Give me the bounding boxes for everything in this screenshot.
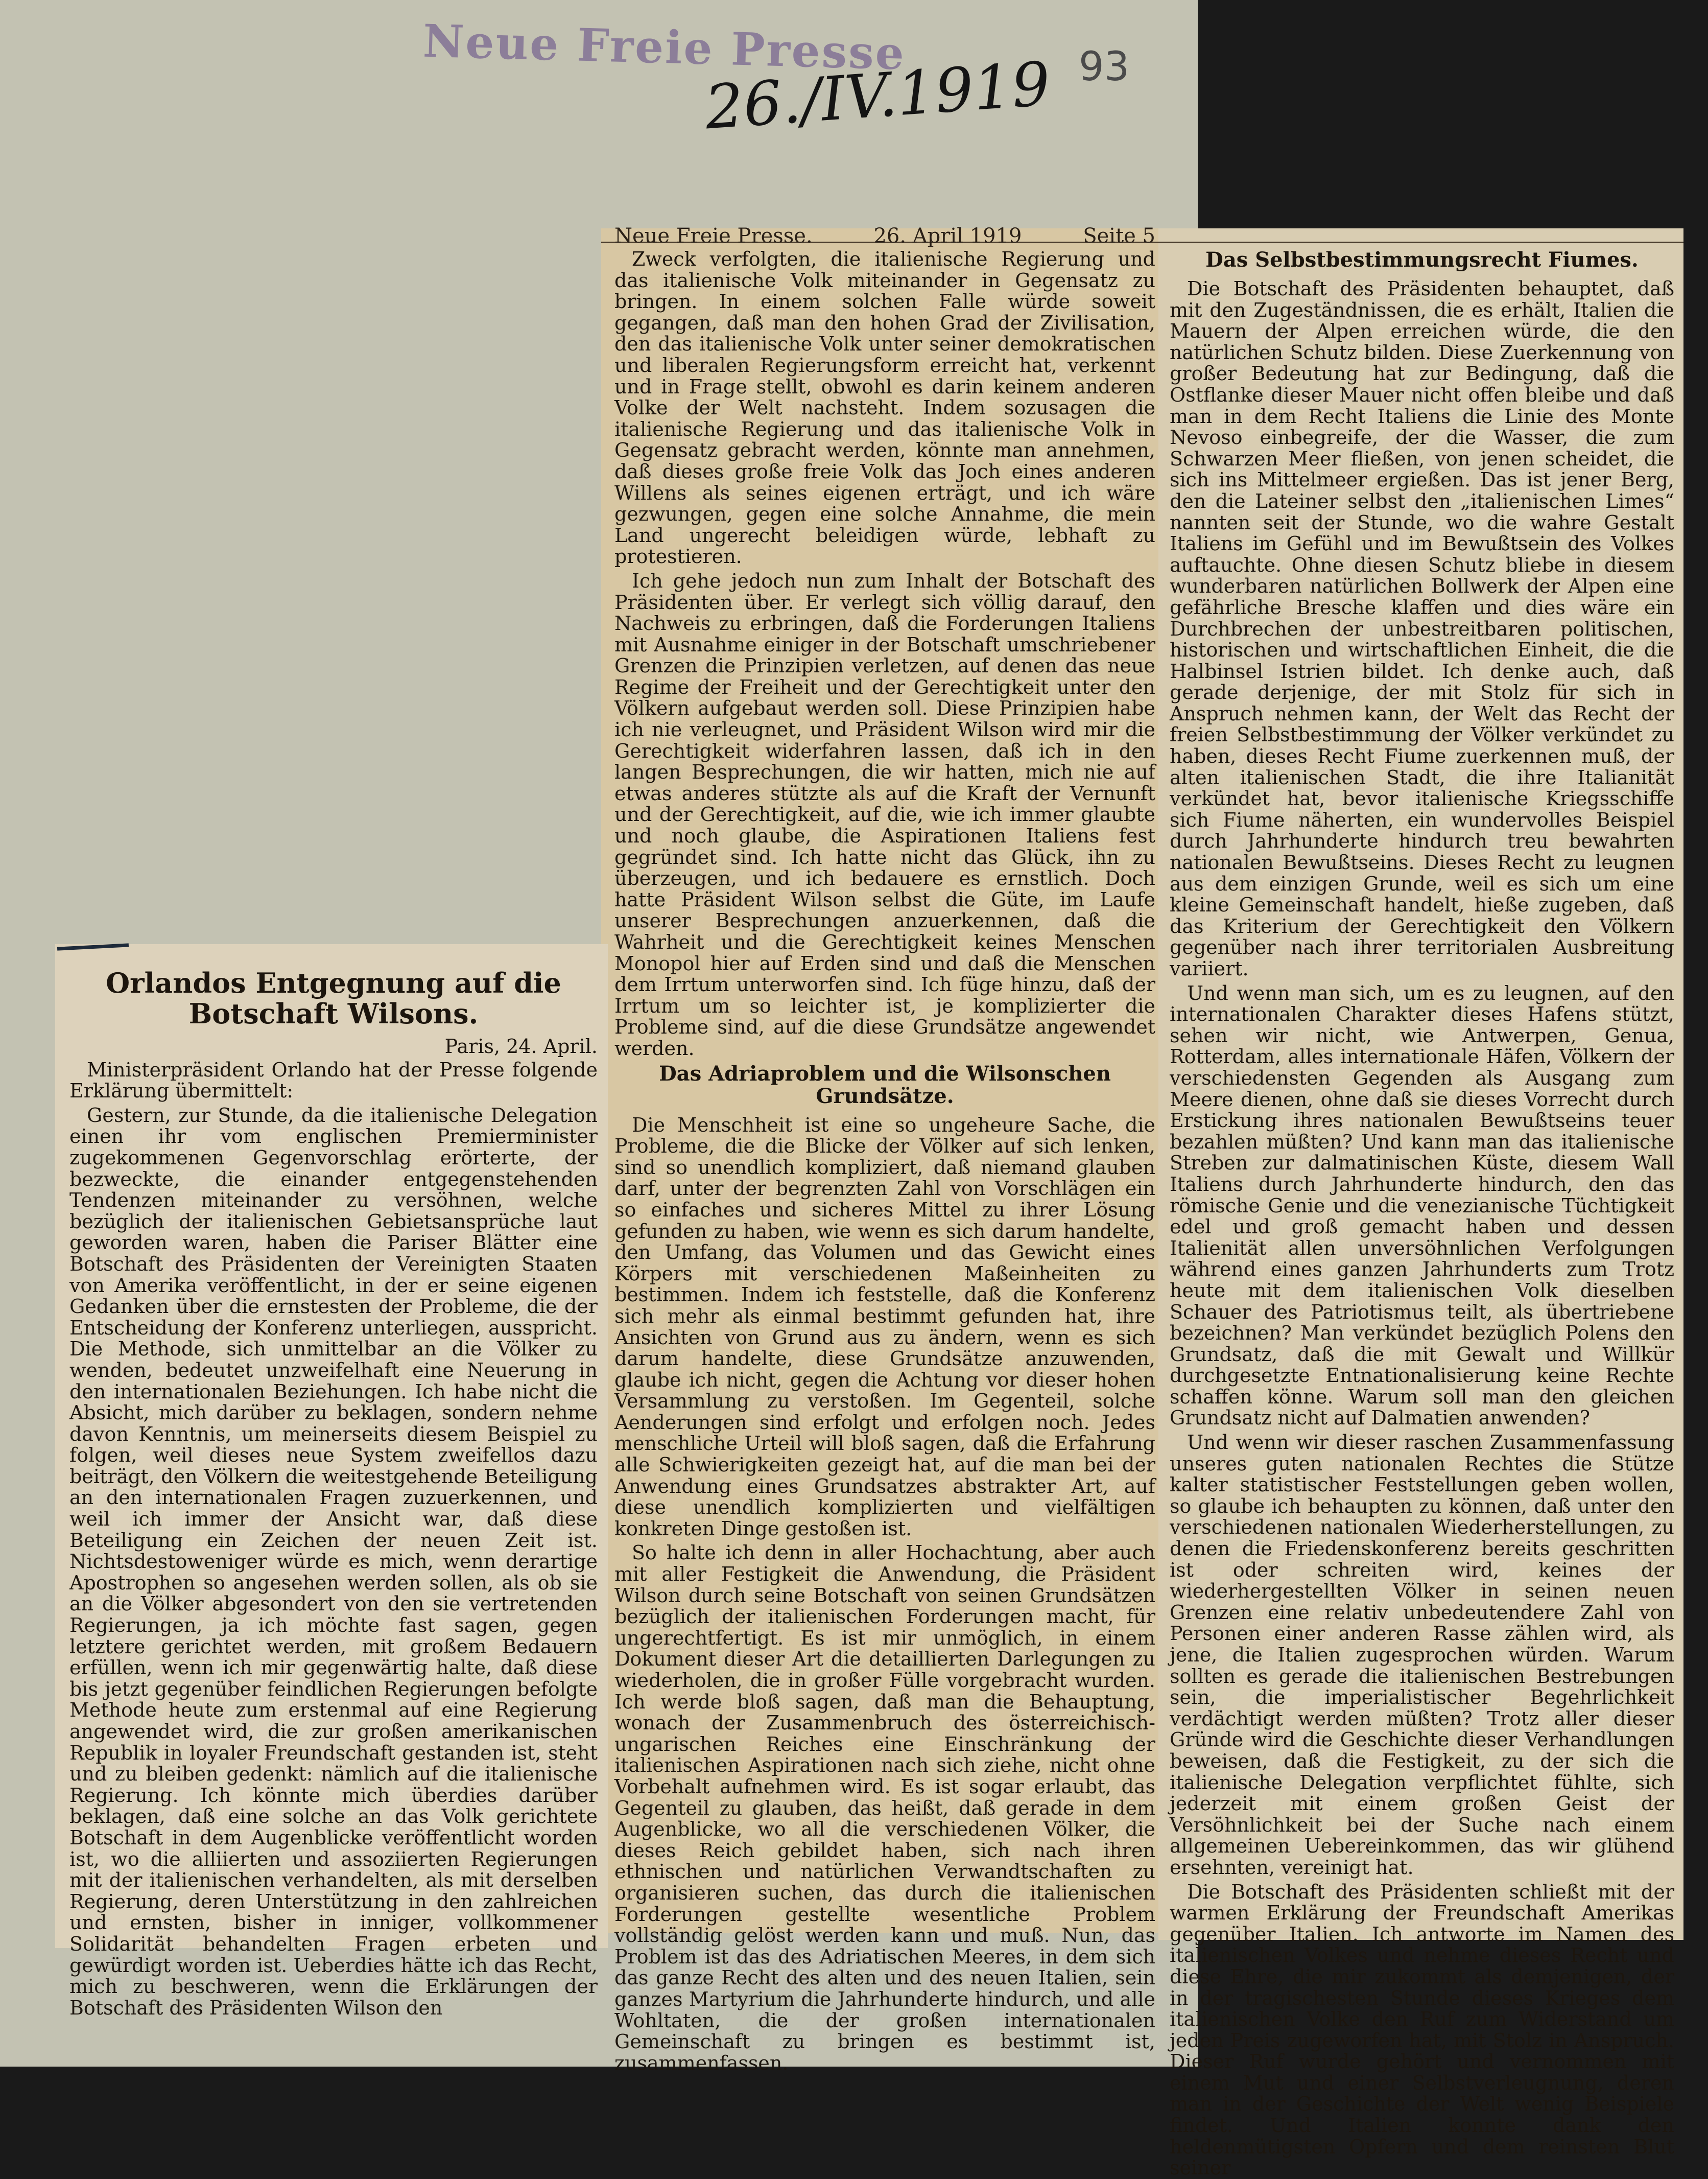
dateline: Paris, 24. April.	[444, 1035, 598, 1058]
handwritten-number: 93	[1079, 44, 1130, 90]
right-paragraph: Und wenn man sich, um es zu leugnen, auf den internationalen Charakter dieses Hafens stützt, sehen wir nicht, wie Antwerpen, Genua, Rotterdam, alles internationale Häfen, Völkern der verschiedensten Gegenden als Ausgang zum Meere dienen, ohne daß sie dieses Vorrecht durch Erstickung ihres nationalen Bewußtseins teuer bezahlen müßten? Und kann man das italienische Streben zur dalmatinischen Küste, diesem Wall Italiens durch Jahrhunderte hindurch, den das römische Genie und die venezianische Tüchtigkeit edel und groß gemacht haben und dessen Italienität allen unversöhnlichen Verfolgungen während eines ganzen Jahrhunderts zum Trotz heute mit dem italienischen Volk dieselben Schauer des Patriotismus teilt, als übertriebene bezeichnen? Man verkündet bezüglich Polens den Grundsatz, daß die mit Gewalt und Willkür durchgesetzte Entnationalisierung keine Rechte schaffen könne. Warum soll man den gleichen Grundsatz nicht auf Dalmatien anwenden?	[1170, 981, 1674, 1430]
middle-paragraph: Ich gehe jedoch nun zum Inhalt der Botschaft des Präsidenten über. Er verlegt sich völlig darauf, den Nachweis zu erbringen, daß die Forderungen Italiens mit Ausnahme einiger in der Botschaft umschriebener Grenzen die Prinzipien verletzen, auf denen das neue Regime der Freiheit und der Gerechtigkeit unter den Völkern aufgebaut werden soll. Diese Prinzipien habe ich nie verleugnet, und Präsident Wilson wird mir die Gerechtigkeit widerfahren lassen, daß ich in den langen Besprechungen, die wir hatten, mich nie auf etwas anderes stützte als auf die Kraft der Vernunft und der Gerechtigkeit, auf die, wie ich immer glaubte und noch glaube, die Aspirationen Italiens fest gegründet sind. Ich hatte nicht das Glück, ihn zu überzeugen, und ich bedauere es ernstlich. Doch hatte Präsident Wilson selbst die Güte, im Laufe unserer Besprechungen anzuerkennen, daß die Wahrheit und die Gerechtigkeit keines Menschen Monopol hier auf Erden sind und daß die Menschen dem Irrtum unterworfen sind. Ich füge hinzu, daß der Irrtum um so leichter ist, je komplizierter die Probleme sind, auf die diese Grundsätze angewendet werden.	[614, 569, 1155, 1060]
left-paragraph: Ministerpräsident Orlando hat der Presse folgende Erklärung übermittelt:	[69, 1058, 598, 1103]
right-clipping	[1158, 228, 1683, 2179]
middle-paragraph: So halte ich denn in aller Hochachtung, aber auch mit aller Festigkeit die Anwendung, die Präsident Wilson durch seine Botschaft von seinen Grundsätzen bezüglich der italienischen Forderungen macht, für ungerechtfertigt. Es ist mir unmöglich, in einem Dokument dieser Art die detaillierten Darlegungen zu wiederholen, die in großer Fülle vorgebracht wurden. Ich werde bloß sagen, daß man die Behauptung, wonach der Zusammenbruch des österreichisch-ungarischen Reiches eine Einschränkung der italienischen Aspirationen nach sich ziehe, nicht ohne Vorbehalt aufnehmen wird. Es ist sogar erlaubt, das Gegenteil zu glauben, das heißt, daß gerade in dem Augenblicke, wo all die verschiedenen Völker, die dieses Reich gebildet haben, sich nach ihren ethnischen und natürlichen Verwandtschaften zu organisieren suchen, das durch die italienischen Forderungen gestellte wesentliche Problem vollständig gelöst werden kann und muß. Nun, das Problem ist das des Adriatischen Meeres, in dem sich das ganze Recht des alten und des neuen Italien, sein ganzes Martyrium die Jahrhunderte hindurch, und alle Wohltaten, die der großen internationalen Gemeinschaft zu bringen es bestimmt ist, zusammenfassen.	[614, 1541, 1155, 2074]
banner-date: 26. April 1919	[873, 224, 1022, 248]
left-paragraph: Gestern, zur Stunde, da die italienische Delegation einen ihr vom englischen Premierminister zugekommenen Gegenvorschlag erörterte, der bezweckte, die einander entgegenstehenden Tendenzen miteinander zu versöhnen, welche bezüglich der italienischen Gebietsansprüche laut geworden waren, haben die Pariser Blätter eine Botschaft des Präsidenten der Vereinigten Staaten von Amerika veröffentlicht, in der er seine eigenen Gedanken über die ernstesten der Probleme, die der Entscheidung der Konferenz unterliegen, ausspricht. Die Methode, sich unmittelbar an die Völker zu wenden, bedeutet unzweifelhaft eine Neuerung in den internationalen Beziehungen. Ich habe nicht die Absicht, mich darüber zu beklagen, sondern nehme davon Kenntnis, um meinerseits diesem Beispiel zu folgen, weil dieses neue System zweifellos dazu beiträgt, den Völkern die weitestgehende Beteiligung an den internationalen Fragen zuzuerkennen, und weil ich immer der Ansicht war, daß diese Beteiligung ein Zeichen der neuen Zeit ist. Nichtsdestoweniger würde es mich, wenn derartige Apostrophen so angesehen werden sollen, als ob sie an die Völker abgesondert von den sie vertretenden Regierungen, ja ich möchte fast sagen, gegen letztere gerichtet werden, mit großem Bedauern erfüllen, wenn ich mir gegenwärtig halte, daß diese bis jetzt gegenüber feindlichen Regierungen befolgte Methode heute zum erstenmal auf eine Regierung angewendet wird, die zur großen amerikanischen Republik in loyaler Freundschaft gestanden ist, steht und zu bleiben gedenkt: nämlich auf die italienische Regierung. Ich könnte mich überdies darüber beklagen, daß eine solche an das Volk gerichtete Botschaft in dem Augenblicke veröffentlicht worden ist, wo die alliierten und assoziierten Regierungen mit der italienischen verhandelten, als mit derselben Regierung, deren Unterstützung in den zahlreichen und ernsten, bisher in inniger, vollkommener Solidarität behandelten Fragen erbeten und gewürdigt worden ist. Ueberdies hätte ich das Recht, mich zu beschweren, wenn die Erklärungen der Botschaft des Präsidenten Wilson den	[69, 1104, 598, 2019]
article-title: Orlandos Entgegnung auf die Botschaft Wilsons.	[106, 967, 561, 1030]
handwritten-date: 26./IV.1919	[703, 48, 1053, 143]
middle-clipping	[601, 224, 1165, 2074]
banner-paper: Neue Freie Presse.	[614, 224, 813, 248]
middle-paragraph: Die Menschheit ist eine so ungeheure Sache, die Probleme, die die Blicke der Völker auf sich lenken, sind so unendlich kompliziert, daß niemand glauben darf, unter der begrenzten Zahl von Vorschlägen ein so einfaches und sicheres Mittel zu ihrer Lösung gefunden zu haben, wie wenn es sich darum handelte, den Umfang, das Volumen und das Gewicht eines Körpers mit verschiedenen Maßeinheiten zu bestimmen. Indem ich feststelle, daß die Konferenz sich mehr als einmal bestimmt gefunden hat, ihre Ansichten von Grund aus zu ändern, wenn es sich darum handelte, diese Grundsätze anzuwenden, glaube ich nicht, gegen die Achtung vor dieser hohen Versammlung zu verstoßen. Im Gegenteil, solche Aenderungen sind erfolgt und erfolgen noch. Jedes menschliche Urteil will bloß sagen, daß die Erfahrung alle Schwierigkeiten gezeigt hat, auf die man bei der Anwendung eines Grundsatzes abstrakter Art, auf diese unendlich komplizierten und vielfältigen konkreten Dinge gestoßen ist.	[614, 1113, 1155, 1540]
left-clipping	[55, 944, 608, 2019]
right-paragraph: Die Botschaft des Präsidenten schließt mit der warmen Erklärung der Freundschaft Amerikas gegenüber Italien. Ich antworte im Namen des italienischen Volkes und nehme dieses Recht und diese Ehre, die mir zukommt als demjenigen, der in der tragischesten Stunde dieses Krieges dem italienischen Volke den Ruf zum Widerstand um jeden Preis zugeworfen hat, mit Stolz in Anspruch. Dieser Ruf wurde gehört und vernommen mit einem Mut und einer Selbstverleugnung, deren man in der Geschichte der Welt wenig Beispiele findet. Und Italien konnte dank den heldenmütigsten Opfern und dem reinsten Blut seiner	[1170, 1880, 1674, 2179]
banner-continuation	[1158, 228, 1683, 243]
right-heading: Das Selbstbestimmungsrecht Fiumes.	[1205, 248, 1639, 272]
middle-subheading: Das Adriaproblem und die Wilsonschen Grundsätze.	[659, 1061, 1111, 1108]
right-paragraph: Und wenn wir dieser raschen Zusammenfassung unseres guten nationalen Rechtes die Stütze kalter statistischer Feststellungen geben wollen, so glaube ich behaupten zu können, daß unter den verschiedenen nationalen Wiederherstellungen, zu denen die Friedenskonferenz bereits geschritten ist oder schreiten wird, keines der wiederhergestellten Völker in seinen neuen Grenzen eine relativ unbedeutendere Zahl von Personen einer anderen Rasse zählen wird, als jene, die Italien zugesprochen würden. Warum sollten es gerade die italienischen Bestrebungen sein, die imperialistischer Begehrlichkeit verdächtigt werden müßten? Trotz aller dieser Gründe wird die Geschichte dieser Verhandlungen beweisen, daß die Festigkeit, zu der sich die italienische Delegation verpflichtet fühlte, sich jederzeit mit einem großen Geist der Versöhnlichkeit bei der Suche nach einem allgemeinen Uebereinkommen, das wir glühend ersehnten, vereinigt hat.	[1170, 1431, 1674, 1879]
banner-page: Seite 5	[1083, 224, 1155, 248]
right-paragraph: Die Botschaft des Präsidenten behauptet, daß mit den Zugeständnissen, die es erhält, Italien die Mauern der Alpen erreichen würde, die den natürlichen Schutz bilden. Diese Zuerkennung von großer Bedeutung hat zur Bedingung, daß die Ostflanke dieser Mauer nicht offen bleibe und daß man in dem Recht Italiens die Linie des Monte Nevoso einbegreife, der die Wasser, die zum Schwarzen Meer fließen, von jenen scheidet, die sich ins Mittelmeer ergießen. Das ist jener Berg, den die Lateiner selbst den „italienischen Limes“ nannten seit der Stunde, wo die wahre Gestalt Italiens im Gefühl und im Bewußtsein des Volkes auftauchte. Ohne diesen Schutz bliebe in diesem wunderbaren natürlichen Bollwerk der Alpen eine gefährliche Bresche klaffen und dies wäre ein Durchbrechen der unbestreitbaren politischen, historischen und wirtschaftlichen Einheit, die die Halbinsel Istrien bildet. Ich denke auch, daß gerade derjenige, der mit Stolz für sich in Anspruch nehmen kann, der Welt das Recht der freien Selbstbestimmung der Völker verkündet zu haben, dieses Recht Fiume zuerkennen muß, der alten italienischen Stadt, die ihre Italianität verkündet hat, bevor italienische Kriegsschiffe sich Fiume näherten, ein wundervolles Beispiel durch Jahrhunderte hindurch treu bewahrten nationalen Bewußtseins. Dieses Recht zu leugnen aus dem einzigen Grunde, weil es sich um eine kleine Gemeinschaft handelt, hieße zugeben, daß das Kriterium der Gerechtigkeit den Völkern gegenüber nach ihrer territorialen Ausbreitung variiert.	[1170, 277, 1674, 980]
middle-paragraph: Zweck verfolgten, die italienische Regierung und das italienische Volk miteinander in Gegensatz zu bringen. In einem solchen Falle würde soweit gegangen, daß man den hohen Grad der Zivilisation, den das italienische Volk unter seiner demokratischen und liberalen Regierungsform erreicht hat, verkennt und in Frage stellt, obwohl es darin keinem anderen Volke der Welt nachsteht. Indem sozusagen die italienische Regierung und das italienische Volk in Gegensatz gebracht werden, könnte man annehmen, daß dieses große freie Volk das Joch eines anderen Willens als seines eigenen erträgt, und ich wäre gezwungen, gegen eine solche Annahme, die mein Land ungerecht beleidigen würde, lebhaft zu protestieren.	[614, 248, 1155, 568]
newspaper-banner	[601, 224, 1165, 248]
newspaper-stamp: Neue Freie Presse	[422, 14, 907, 80]
